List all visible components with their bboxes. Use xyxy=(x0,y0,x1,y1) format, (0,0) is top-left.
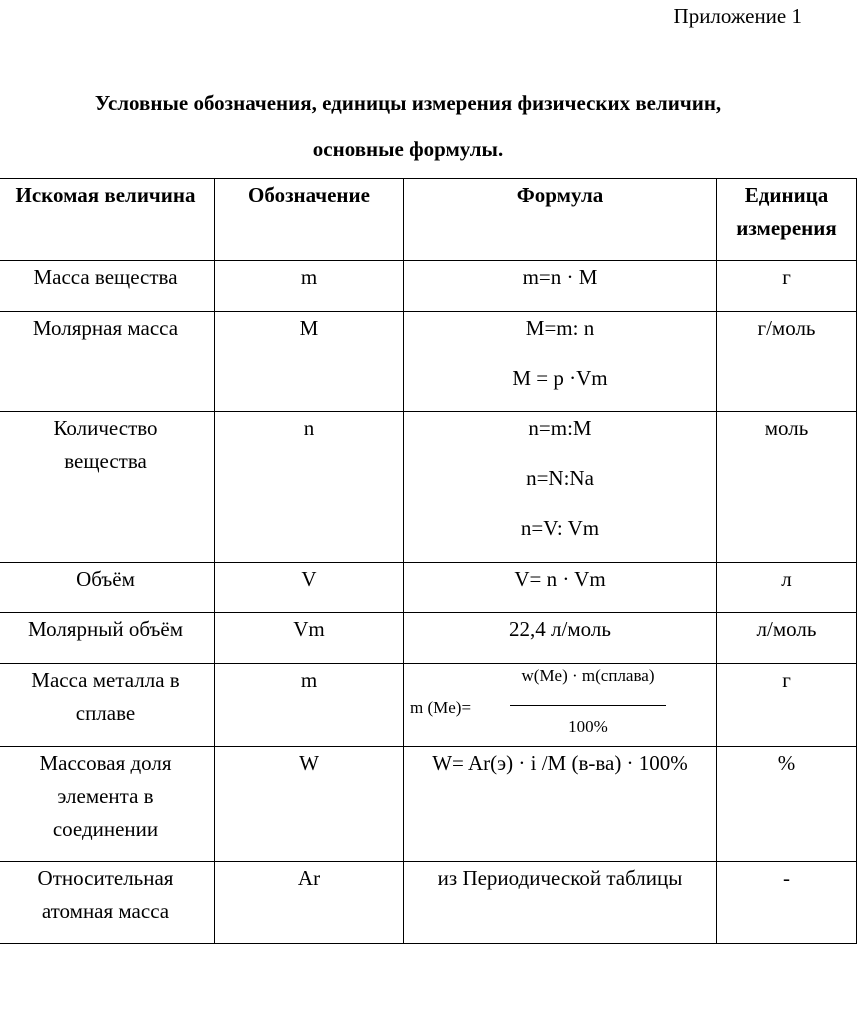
table-row xyxy=(0,862,857,944)
header-symbol: Обозначение xyxy=(215,179,404,261)
quantity-text: Масса металла в xyxy=(31,668,180,692)
fraction-left-side: m (Me)= xyxy=(410,698,472,717)
quantity-text: сплаве xyxy=(75,701,136,725)
quantity-text: атомная масса xyxy=(41,899,170,923)
table-row xyxy=(0,747,857,862)
formula-text: V= n · Vm xyxy=(514,567,606,591)
header-unit-line-1: Единица xyxy=(744,183,829,207)
cell-formula xyxy=(404,613,717,664)
formula-text: n=N:Na xyxy=(526,466,594,490)
formula-text: M = p ·Vm xyxy=(512,366,608,390)
table-header-row xyxy=(0,179,857,261)
cell-unit: л xyxy=(717,563,857,613)
cell-formula xyxy=(404,261,717,312)
cell-unit: л/моль xyxy=(717,613,857,664)
cell-quantity xyxy=(0,312,215,412)
cell-quantity xyxy=(0,261,215,312)
cell-formula xyxy=(404,312,717,412)
cell-unit: моль xyxy=(717,412,857,563)
cell-unit: г xyxy=(717,664,857,747)
cell-symbol: M xyxy=(215,312,404,412)
cell-unit: % xyxy=(717,747,857,862)
cell-symbol: V xyxy=(215,563,404,613)
cell-quantity xyxy=(0,747,215,862)
cell-symbol: Ar xyxy=(215,862,404,944)
quantity-text: Масса вещества xyxy=(33,265,178,289)
quantity-text: Объём xyxy=(76,567,135,591)
quantity-text: Массовая доля xyxy=(39,751,172,775)
cell-quantity xyxy=(0,563,215,613)
formula-text: M=m: n xyxy=(525,316,595,340)
quantity-text: элемента в xyxy=(57,784,154,808)
quantity-text: соединении xyxy=(52,817,159,841)
cell-symbol: Vm xyxy=(215,613,404,664)
cell-formula xyxy=(404,563,717,613)
formula-text: W= Ar(э) · i /M (в-ва) · 100% xyxy=(432,751,688,775)
table-row xyxy=(0,664,857,747)
fraction-bar xyxy=(510,705,666,706)
cell-symbol: m xyxy=(215,664,404,747)
fraction-numerator: w(Me) · m(сплава) xyxy=(521,666,655,685)
quantity-text: Молярная масса xyxy=(32,316,179,340)
formulas-table-frame xyxy=(0,178,837,943)
table-row xyxy=(0,613,857,664)
cell-quantity xyxy=(0,613,215,664)
appendix-label: Приложение 1 xyxy=(673,4,802,28)
table-row xyxy=(0,563,857,613)
fraction-formula xyxy=(404,664,716,746)
table-row xyxy=(0,261,857,312)
cell-symbol: W xyxy=(215,747,404,862)
cell-quantity xyxy=(0,664,215,747)
formulas-table xyxy=(0,178,857,944)
header-quantity: Искомая величина xyxy=(0,179,215,261)
cell-symbol: n xyxy=(215,412,404,563)
table-row xyxy=(0,312,857,412)
page-title-line-1: Условные обозначения, единицы измерения физических величин, xyxy=(94,91,722,115)
cell-quantity xyxy=(0,862,215,944)
quantity-text: Молярный объём xyxy=(28,617,183,641)
quantity-text: Количество xyxy=(53,416,158,440)
cell-formula xyxy=(404,862,717,944)
table-row xyxy=(0,412,857,563)
cell-symbol: m xyxy=(215,261,404,312)
header-unit xyxy=(717,179,857,261)
formula-text: из Периодической таблицы xyxy=(437,866,683,890)
cell-unit: г xyxy=(717,261,857,312)
formula-text: 22,4 л/моль xyxy=(509,617,611,641)
cell-formula xyxy=(404,747,717,862)
quantity-text: вещества xyxy=(64,449,147,473)
page-title-line-2: основные формулы. xyxy=(312,137,504,161)
cell-unit: - xyxy=(717,862,857,944)
cell-formula xyxy=(404,664,717,747)
formula-text: n=V: Vm xyxy=(520,516,600,540)
formula-text: m=n · M xyxy=(522,265,598,289)
header-formula: Формула xyxy=(404,179,717,261)
quantity-text: Относительная xyxy=(37,866,174,890)
header-unit-line-2: измерения xyxy=(736,216,837,240)
formula-text: n=m:M xyxy=(528,416,592,440)
fraction-denominator: 100% xyxy=(568,717,608,736)
cell-quantity xyxy=(0,412,215,563)
cell-unit: г/моль xyxy=(717,312,857,412)
cell-formula xyxy=(404,412,717,563)
